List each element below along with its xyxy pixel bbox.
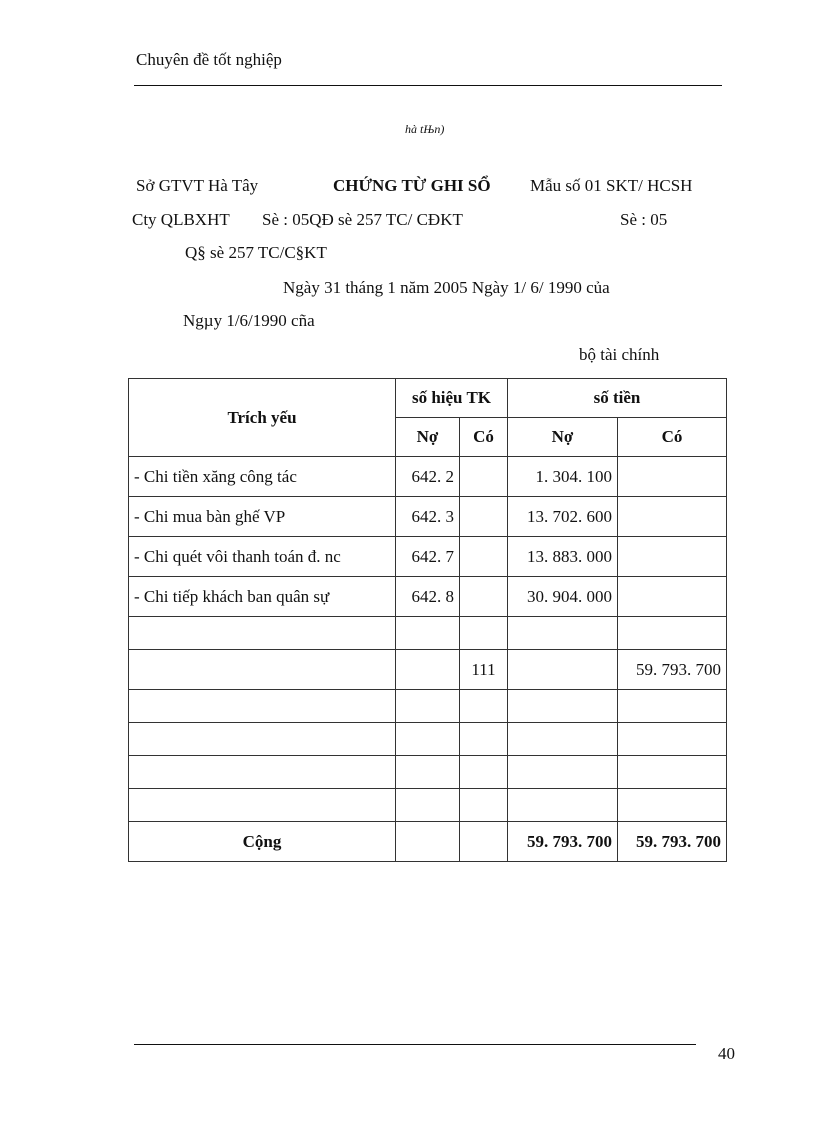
cell-description <box>129 789 396 822</box>
total-account-debit <box>396 822 460 862</box>
cell-account-debit: 642. 7 <box>396 537 460 577</box>
ministry-name: bộ tài chính <box>579 345 660 364</box>
table-row <box>129 497 727 537</box>
cell-description: - Chi tiền xăng công tác <box>129 457 396 497</box>
cell-description <box>129 650 396 690</box>
decision-reference: Sè : 05QĐ sè 257 TC/ CĐKT <box>262 210 463 229</box>
header-account-credit: Có <box>460 418 508 457</box>
table-row <box>129 577 727 617</box>
table-row <box>129 756 727 789</box>
voucher-number: Sè : 05 <box>620 210 668 229</box>
cell-account-debit: 642. 8 <box>396 577 460 617</box>
cell-description <box>129 756 396 789</box>
cell-account-credit <box>460 756 508 789</box>
footer-divider <box>134 1044 696 1045</box>
journal-voucher-table <box>128 378 727 862</box>
cell-amount-debit <box>508 650 618 690</box>
table-row <box>129 690 727 723</box>
voucher-title: CHỨNG TỪ GHI SỔ <box>333 176 491 195</box>
header-amount: số tiền <box>508 379 727 418</box>
cell-account-debit: 642. 3 <box>396 497 460 537</box>
form-number: Mẫu số 01 SKT/ HCSH <box>530 176 693 195</box>
total-account-credit <box>460 822 508 862</box>
table-row <box>129 723 727 756</box>
cell-account-debit <box>396 723 460 756</box>
table-row <box>129 617 727 650</box>
cell-description: - Chi mua bàn ghế VP <box>129 497 396 537</box>
cell-amount-debit: 30. 904. 000 <box>508 577 618 617</box>
voucher-date: Ngày 31 tháng 1 năm 2005 Ngày 1/ 6/ 1990 của <box>283 278 610 297</box>
cell-description: - Chi tiếp khách ban quân sự <box>129 577 396 617</box>
cell-account-credit <box>460 789 508 822</box>
header-description: Trích yếu <box>129 379 396 457</box>
table-row <box>129 789 727 822</box>
cell-account-debit <box>396 690 460 723</box>
total-amount-credit: 59. 793. 700 <box>618 822 727 862</box>
decision-line: Q§ sè 257 TC/C§KT <box>185 243 327 262</box>
cell-amount-credit <box>618 617 727 650</box>
cell-account-credit <box>460 497 508 537</box>
cell-amount-credit <box>618 690 727 723</box>
cell-amount-debit <box>508 789 618 822</box>
cell-account-credit <box>460 577 508 617</box>
cell-account-credit <box>460 537 508 577</box>
table-row <box>129 537 727 577</box>
table-row <box>129 650 727 690</box>
cell-amount-credit <box>618 457 727 497</box>
header-amount-credit: Có <box>618 418 727 457</box>
cell-amount-debit: 1. 304. 100 <box>508 457 618 497</box>
cell-amount-credit: 59. 793. 700 <box>618 650 727 690</box>
header-amount-debit: Nợ <box>508 418 618 457</box>
cell-description <box>129 690 396 723</box>
cell-account-credit: 111 <box>460 650 508 690</box>
company-name: Cty QLBXHT <box>132 210 230 229</box>
cell-account-debit <box>396 617 460 650</box>
cell-account-credit <box>460 457 508 497</box>
decision-date-line: Ngµy 1/6/1990 cña <box>183 311 315 330</box>
cell-account-debit <box>396 789 460 822</box>
document-header-title: Chuyên đề tốt nghiệp <box>136 50 282 69</box>
cell-account-debit <box>396 756 460 789</box>
cell-account-credit <box>460 617 508 650</box>
cell-amount-debit <box>508 617 618 650</box>
cell-amount-credit <box>618 577 727 617</box>
header-account-number: số hiệu TK <box>396 379 508 418</box>
table-total-row <box>129 822 727 862</box>
cell-description <box>129 617 396 650</box>
cell-account-debit: 642. 2 <box>396 457 460 497</box>
header-divider <box>134 85 722 86</box>
total-label: Cộng <box>129 822 396 862</box>
cell-amount-debit <box>508 690 618 723</box>
table-row <box>129 457 727 497</box>
text-fragment: hà tЊn) <box>405 122 445 136</box>
cell-amount-debit: 13. 883. 000 <box>508 537 618 577</box>
cell-description <box>129 723 396 756</box>
header-account-debit: Nợ <box>396 418 460 457</box>
table-header-row <box>129 379 727 418</box>
cell-amount-credit <box>618 537 727 577</box>
cell-amount-debit <box>508 723 618 756</box>
page-number: 40 <box>718 1044 735 1063</box>
cell-amount-credit <box>618 756 727 789</box>
cell-amount-debit <box>508 756 618 789</box>
cell-description: - Chi quét vôi thanh toán đ. nc <box>129 537 396 577</box>
cell-account-credit <box>460 723 508 756</box>
cell-account-debit <box>396 650 460 690</box>
total-amount-debit: 59. 793. 700 <box>508 822 618 862</box>
cell-amount-credit <box>618 723 727 756</box>
cell-amount-credit <box>618 789 727 822</box>
cell-amount-debit: 13. 702. 600 <box>508 497 618 537</box>
cell-account-credit <box>460 690 508 723</box>
cell-amount-credit <box>618 497 727 537</box>
organization-name: Sở GTVT Hà Tây <box>136 176 259 195</box>
